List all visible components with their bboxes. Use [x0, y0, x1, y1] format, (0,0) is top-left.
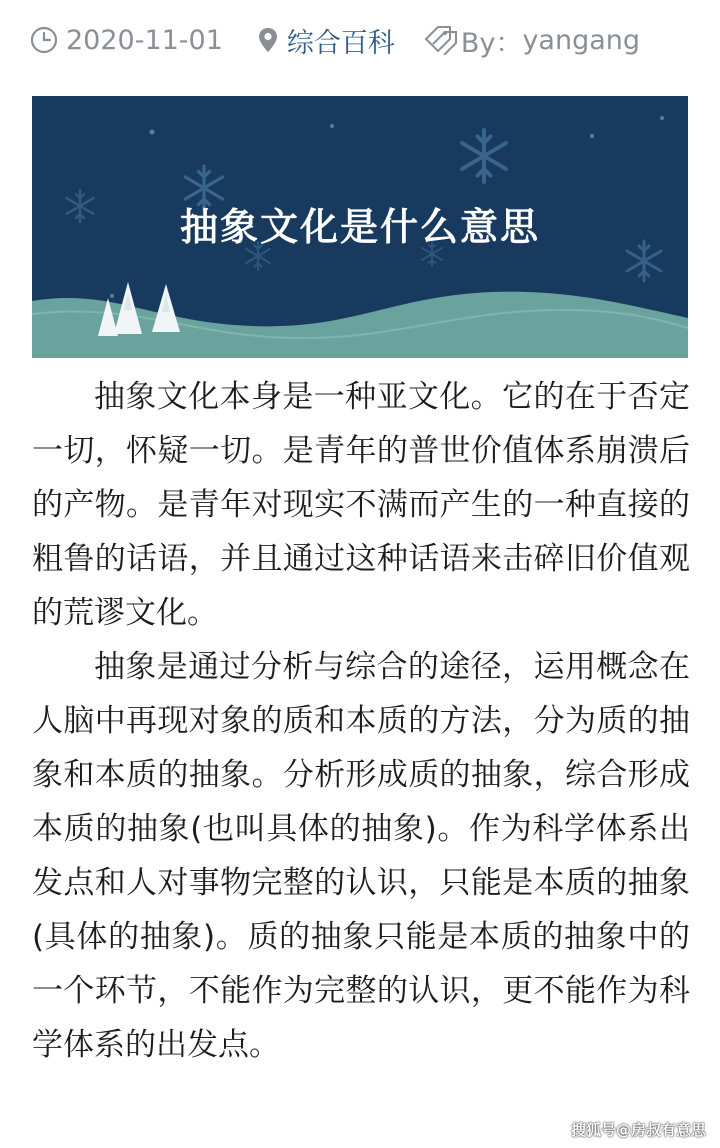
category-item[interactable]	[257, 21, 395, 60]
clock-icon	[30, 26, 58, 54]
source-watermark: 搜狐号@房叔有意思	[570, 1121, 706, 1139]
date-item	[30, 25, 223, 56]
article-paragraph-1: 抽象文化本身是一种亚文化。它的在于否定一切，怀疑一切。是青年的普世价值体系崩溃后的产物。是青年对现实不满而产生的一种直接的粗鲁的话语，并且通过这种话语来击碎旧价值观的荒谬文化。	[32, 379, 690, 631]
snowflake-icon	[462, 130, 506, 182]
author-item	[423, 21, 640, 60]
article-meta-bar	[30, 18, 700, 62]
banner-title: 抽象文化是什么意思	[179, 205, 540, 249]
author-name: yangang	[522, 24, 641, 56]
category-link[interactable]: 综合百科	[286, 27, 395, 59]
author-prefix: By：	[460, 27, 523, 59]
article-body	[32, 370, 690, 1072]
location-pin-icon	[257, 26, 279, 54]
tag-icon	[423, 25, 461, 55]
publish-date: 2020-11-01	[66, 24, 223, 56]
article-paragraph-2: 抽象是通过分析与综合的途径，运用概念在人脑中再现对象的质和本质的方法，分为质的抽象和本质的抽象。分析形成质的抽象，综合形成本质的抽象(也叫具体的抽象)。作为科学体系出发点和人对事物完整的认识，只能是本质的抽象(具体的抽象)。质的抽象只能是本质的抽象中的一个环节，不能作为完整的认识，更不能作为科学体系的出发点。	[32, 649, 690, 1063]
article-banner-image	[32, 96, 688, 358]
